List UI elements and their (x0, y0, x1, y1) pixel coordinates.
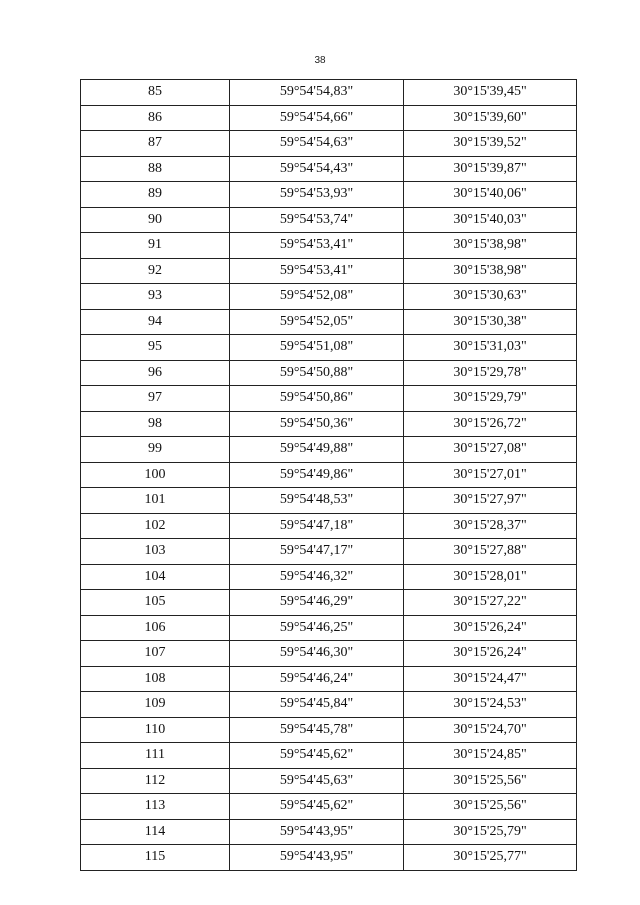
point-number-cell: 106 (81, 615, 230, 641)
point-number-cell: 110 (81, 717, 230, 743)
longitude-cell: 30°15'31,03" (404, 335, 577, 361)
point-number-cell: 109 (81, 692, 230, 718)
table-row (81, 692, 577, 718)
point-number-cell: 99 (81, 437, 230, 463)
latitude-cell: 59°54'45,78" (230, 717, 404, 743)
longitude-cell: 30°15'30,63" (404, 284, 577, 310)
longitude-cell: 30°15'38,98" (404, 258, 577, 284)
table-row (81, 564, 577, 590)
coordinates-table (80, 79, 577, 871)
point-number-cell: 96 (81, 360, 230, 386)
table-row (81, 819, 577, 845)
point-number-cell: 85 (81, 80, 230, 106)
latitude-cell: 59°54'45,63" (230, 768, 404, 794)
latitude-cell: 59°54'43,95" (230, 845, 404, 871)
latitude-cell: 59°54'52,08" (230, 284, 404, 310)
latitude-cell: 59°54'46,24" (230, 666, 404, 692)
point-number-cell: 107 (81, 641, 230, 667)
latitude-cell: 59°54'52,05" (230, 309, 404, 335)
point-number-cell: 104 (81, 564, 230, 590)
point-number-cell: 89 (81, 182, 230, 208)
table-row (81, 666, 577, 692)
table-row (81, 539, 577, 565)
longitude-cell: 30°15'24,47" (404, 666, 577, 692)
table-row (81, 794, 577, 820)
longitude-cell: 30°15'39,87" (404, 156, 577, 182)
point-number-cell: 88 (81, 156, 230, 182)
table-row (81, 488, 577, 514)
longitude-cell: 30°15'25,77" (404, 845, 577, 871)
latitude-cell: 59°54'50,88" (230, 360, 404, 386)
point-number-cell: 92 (81, 258, 230, 284)
latitude-cell: 59°54'46,29" (230, 590, 404, 616)
table-row (81, 105, 577, 131)
table-row (81, 641, 577, 667)
latitude-cell: 59°54'54,63" (230, 131, 404, 157)
point-number-cell: 105 (81, 590, 230, 616)
latitude-cell: 59°54'49,88" (230, 437, 404, 463)
table-row (81, 309, 577, 335)
table-row (81, 258, 577, 284)
latitude-cell: 59°54'45,62" (230, 743, 404, 769)
point-number-cell: 112 (81, 768, 230, 794)
point-number-cell: 87 (81, 131, 230, 157)
longitude-cell: 30°15'27,88" (404, 539, 577, 565)
coordinates-table-body (81, 80, 577, 871)
point-number-cell: 101 (81, 488, 230, 514)
point-number-cell: 102 (81, 513, 230, 539)
latitude-cell: 59°54'45,62" (230, 794, 404, 820)
latitude-cell: 59°54'43,95" (230, 819, 404, 845)
table-row (81, 615, 577, 641)
table-row (81, 386, 577, 412)
point-number-cell: 111 (81, 743, 230, 769)
longitude-cell: 30°15'27,08" (404, 437, 577, 463)
latitude-cell: 59°54'50,86" (230, 386, 404, 412)
longitude-cell: 30°15'26,24" (404, 615, 577, 641)
latitude-cell: 59°54'51,08" (230, 335, 404, 361)
longitude-cell: 30°15'30,38" (404, 309, 577, 335)
table-row (81, 335, 577, 361)
table-row (81, 462, 577, 488)
table-row (81, 743, 577, 769)
longitude-cell: 30°15'29,79" (404, 386, 577, 412)
table-row (81, 156, 577, 182)
longitude-cell: 30°15'24,70" (404, 717, 577, 743)
longitude-cell: 30°15'29,78" (404, 360, 577, 386)
latitude-cell: 59°54'46,32" (230, 564, 404, 590)
table-row (81, 437, 577, 463)
table-row (81, 182, 577, 208)
longitude-cell: 30°15'25,56" (404, 768, 577, 794)
table-row (81, 590, 577, 616)
longitude-cell: 30°15'27,01" (404, 462, 577, 488)
latitude-cell: 59°54'45,84" (230, 692, 404, 718)
point-number-cell: 113 (81, 794, 230, 820)
longitude-cell: 30°15'39,52" (404, 131, 577, 157)
latitude-cell: 59°54'48,53" (230, 488, 404, 514)
longitude-cell: 30°15'39,45" (404, 80, 577, 106)
point-number-cell: 95 (81, 335, 230, 361)
latitude-cell: 59°54'47,18" (230, 513, 404, 539)
table-row (81, 360, 577, 386)
point-number-cell: 93 (81, 284, 230, 310)
point-number-cell: 90 (81, 207, 230, 233)
longitude-cell: 30°15'24,53" (404, 692, 577, 718)
point-number-cell: 100 (81, 462, 230, 488)
table-row (81, 80, 577, 106)
latitude-cell: 59°54'50,36" (230, 411, 404, 437)
longitude-cell: 30°15'28,37" (404, 513, 577, 539)
latitude-cell: 59°54'53,74" (230, 207, 404, 233)
table-row (81, 768, 577, 794)
longitude-cell: 30°15'38,98" (404, 233, 577, 259)
point-number-cell: 114 (81, 819, 230, 845)
latitude-cell: 59°54'54,43" (230, 156, 404, 182)
latitude-cell: 59°54'47,17" (230, 539, 404, 565)
latitude-cell: 59°54'46,25" (230, 615, 404, 641)
table-row (81, 513, 577, 539)
latitude-cell: 59°54'46,30" (230, 641, 404, 667)
table-row (81, 233, 577, 259)
point-number-cell: 108 (81, 666, 230, 692)
point-number-cell: 115 (81, 845, 230, 871)
table-row (81, 284, 577, 310)
latitude-cell: 59°54'53,41" (230, 233, 404, 259)
latitude-cell: 59°54'53,93" (230, 182, 404, 208)
point-number-cell: 91 (81, 233, 230, 259)
latitude-cell: 59°54'54,83" (230, 80, 404, 106)
longitude-cell: 30°15'26,24" (404, 641, 577, 667)
point-number-cell: 97 (81, 386, 230, 412)
longitude-cell: 30°15'39,60" (404, 105, 577, 131)
latitude-cell: 59°54'54,66" (230, 105, 404, 131)
longitude-cell: 30°15'28,01" (404, 564, 577, 590)
longitude-cell: 30°15'26,72" (404, 411, 577, 437)
point-number-cell: 94 (81, 309, 230, 335)
page-number: 38 (314, 55, 326, 66)
longitude-cell: 30°15'25,79" (404, 819, 577, 845)
longitude-cell: 30°15'27,97" (404, 488, 577, 514)
longitude-cell: 30°15'27,22" (404, 590, 577, 616)
table-row (81, 717, 577, 743)
point-number-cell: 103 (81, 539, 230, 565)
point-number-cell: 98 (81, 411, 230, 437)
longitude-cell: 30°15'24,85" (404, 743, 577, 769)
table-row (81, 845, 577, 871)
table-row (81, 411, 577, 437)
latitude-cell: 59°54'53,41" (230, 258, 404, 284)
table-row (81, 131, 577, 157)
longitude-cell: 30°15'25,56" (404, 794, 577, 820)
longitude-cell: 30°15'40,06" (404, 182, 577, 208)
point-number-cell: 86 (81, 105, 230, 131)
latitude-cell: 59°54'49,86" (230, 462, 404, 488)
table-row (81, 207, 577, 233)
longitude-cell: 30°15'40,03" (404, 207, 577, 233)
